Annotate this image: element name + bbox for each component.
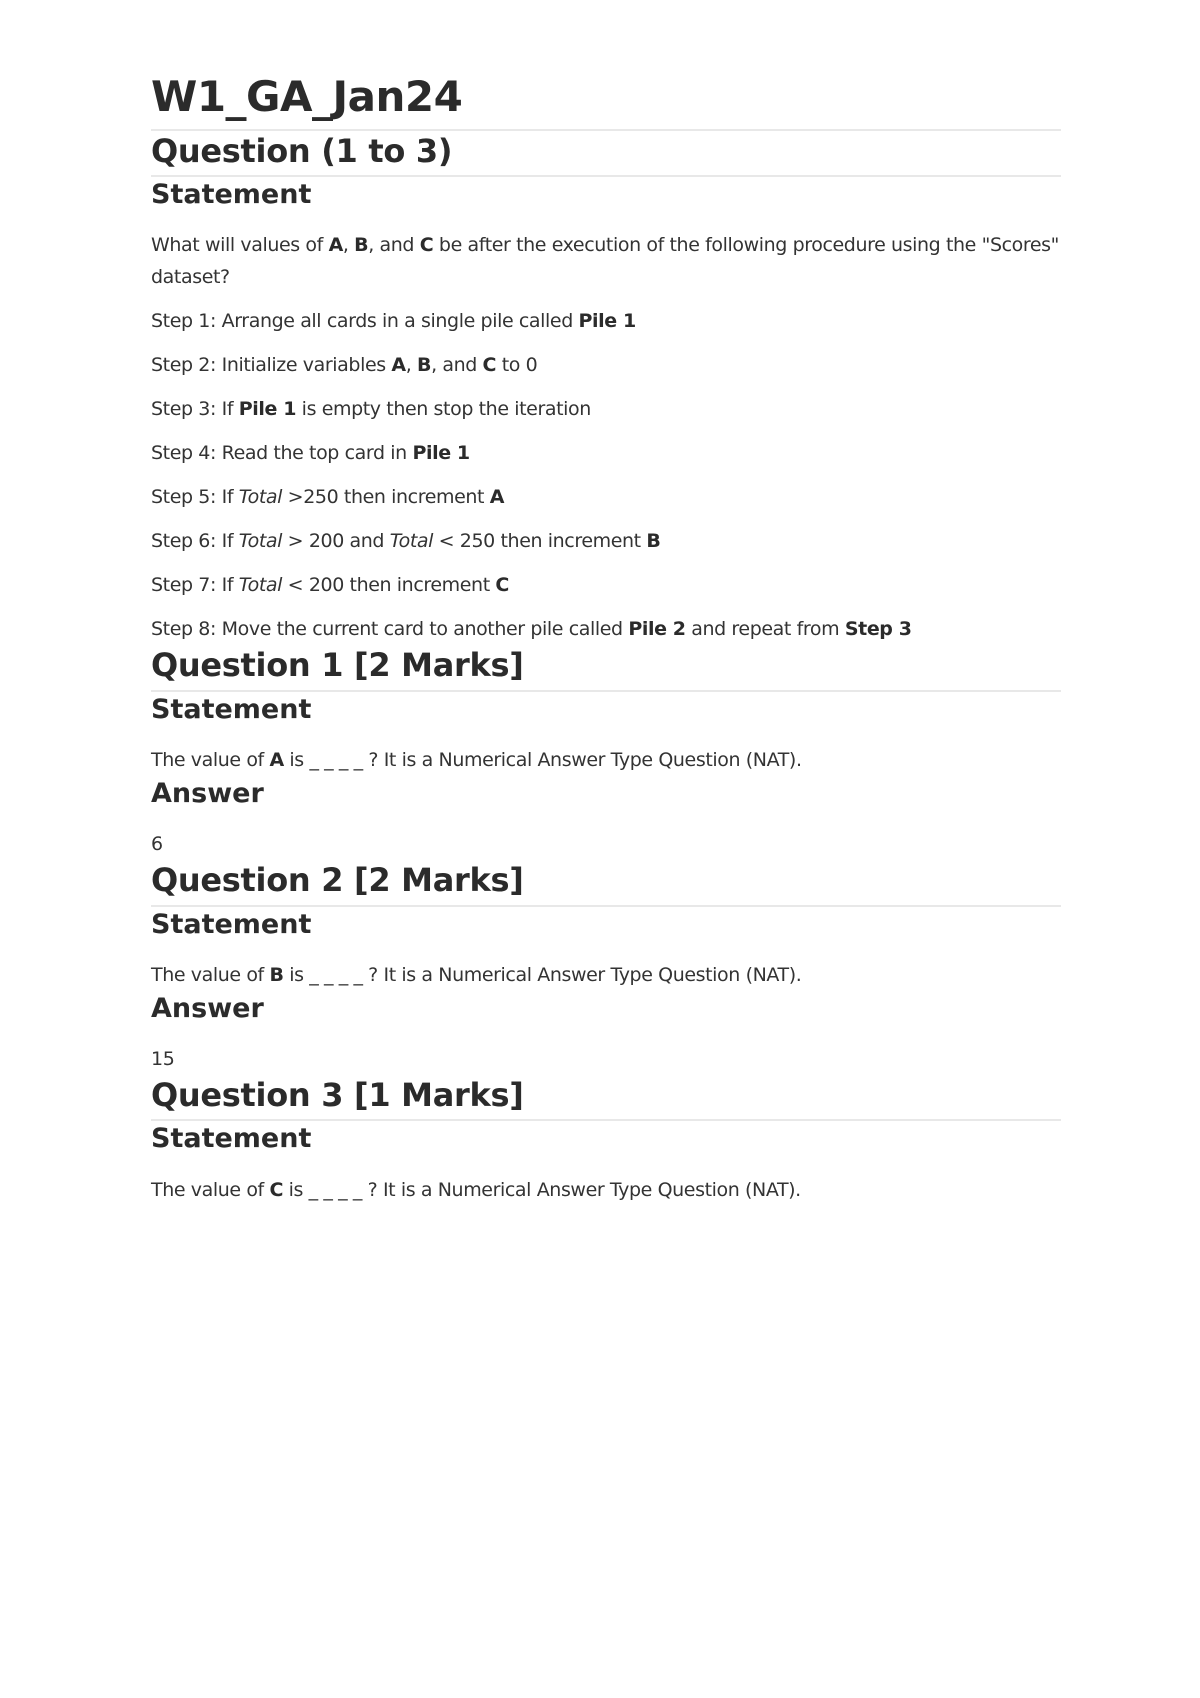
question-2-statement: The value of B is _ _ _ _ ? It is a Numerical Answer Type Question (NAT). <box>151 963 802 986</box>
intro-statement-heading: Statement <box>151 179 312 211</box>
step-8: Step 8: Move the current card to another pile called Pile 2 and repeat from Step 3 <box>151 618 912 641</box>
intro-prompt: What will values of A, B, and C be after the execution of the following procedure using the "Scores" dataset? <box>151 234 1059 289</box>
question-3-statement-heading: Statement <box>151 1123 312 1155</box>
step-1: Step 1: Arrange all cards in a single pile called Pile 1 <box>151 310 636 333</box>
question-2-heading: Question 2 [2 Marks] <box>151 860 1061 907</box>
step-3: Step 3: If Pile 1 is empty then stop the iteration <box>151 398 591 421</box>
question-1-answer-heading: Answer <box>151 777 264 809</box>
question-3-heading: Question 3 [1 Marks] <box>151 1075 1061 1122</box>
step-7: Step 7: If Total < 200 then increment C <box>151 574 509 597</box>
question-2-answer: 15 <box>151 1047 175 1070</box>
question-1-statement: The value of A is _ _ _ _ ? It is a Numerical Answer Type Question (NAT). <box>151 748 802 771</box>
question-1-statement-heading: Statement <box>151 693 312 725</box>
intro-heading: Question (1 to 3) <box>151 131 1061 178</box>
question-2-statement-heading: Statement <box>151 908 312 940</box>
document-title: W1_GA_Jan24 <box>151 70 1061 131</box>
step-2: Step 2: Initialize variables A, B, and C to 0 <box>151 354 538 377</box>
question-3-statement: The value of C is _ _ _ _ ? It is a Numerical Answer Type Question (NAT). <box>151 1178 801 1201</box>
question-2-answer-heading: Answer <box>151 992 264 1024</box>
step-5: Step 5: If Total >250 then increment A <box>151 486 505 509</box>
step-4: Step 4: Read the top card in Pile 1 <box>151 442 470 465</box>
question-1-answer: 6 <box>151 833 163 856</box>
step-6: Step 6: If Total > 200 and Total < 250 then increment B <box>151 530 661 553</box>
document-page <box>151 70 1061 1206</box>
question-1-heading: Question 1 [2 Marks] <box>151 645 1061 692</box>
